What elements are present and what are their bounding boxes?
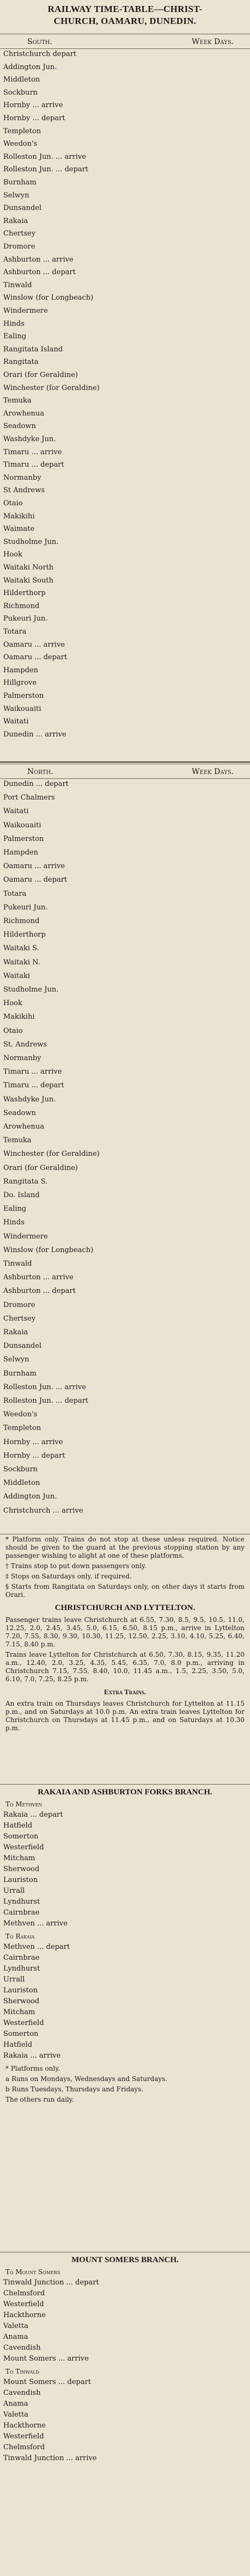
north-station-row: Templeton	[3, 1424, 41, 1433]
north-station-row: Richmond	[3, 917, 40, 925]
north-station-row: Dromore	[3, 1301, 35, 1309]
south-station-row: Studholme Jun.	[3, 537, 59, 546]
rakaia-station-row: Westerfield	[3, 2019, 44, 2027]
to-methven-heading: To Methven	[5, 1800, 42, 1808]
south-station-row: Washdyke Jun.	[3, 435, 56, 443]
south-station-row: Seadown	[3, 422, 36, 431]
north-weekdays-heading: Week Days.	[192, 767, 234, 776]
south-station-row: Rangitata	[3, 358, 39, 367]
north-station-row: Temuka	[3, 1136, 32, 1145]
north-station-row: Middleton	[3, 1479, 40, 1488]
note-rangitata: § Starts from Rangitata on Saturdays only, on other days it starts from Orari.	[5, 1583, 245, 1599]
north-station-row: Hook	[3, 999, 22, 1008]
methven-station-row: Rakaia ... depart	[3, 1811, 63, 1819]
north-station-row: Winslow (for Longbeach)	[3, 1246, 94, 1254]
north-station-row: Rolleston Jun. ... arrive	[3, 1383, 86, 1391]
south-station-row: Oamaru ... arrive	[3, 640, 65, 649]
methven-station-row: Urrall	[3, 1887, 25, 1895]
south-station-row: Sockburn	[3, 88, 38, 97]
rakaia-heading: RAKAIA AND ASHBURTON FORKS BRANCH.	[38, 1788, 212, 1797]
rakaia-station-row: Mitcham	[3, 2008, 35, 2016]
north-station-row: Tinwald	[3, 1260, 32, 1268]
north-station-row: Selwyn	[3, 1355, 29, 1364]
north-station-row: Timaru ... depart	[3, 1081, 64, 1090]
north-station-row: Palmerston	[3, 834, 44, 843]
note-saturdays: ‡ Stops on Saturdays only, if required.	[5, 1572, 132, 1580]
south-station-row: Winchester (for Geraldine)	[3, 383, 100, 392]
south-station-row: Addington Jun.	[3, 63, 57, 71]
south-station-row: Weedon's	[3, 140, 38, 148]
south-station-row: Totara	[3, 628, 27, 636]
south-station-row: Windermere	[3, 307, 48, 315]
north-station-row: Winchester (for Geraldine)	[3, 1150, 100, 1159]
south-station-row: Chertsey	[3, 230, 36, 238]
tinwald-station-row: Cavendish	[3, 2389, 41, 2397]
tinwald-station-row: Tinwald Junction ... arrive	[3, 2454, 97, 2462]
rakaia-station-row: Methven ... depart	[3, 1943, 70, 1951]
north-station-row: Ashburton ... depart	[3, 1287, 76, 1296]
south-station-row: Ashburton ... arrive	[3, 255, 74, 264]
north-station-row: Rolleston Jun. ... depart	[3, 1397, 89, 1405]
north-station-row: Waitaki	[3, 971, 31, 980]
north-station-row: Waikouaiti	[3, 821, 41, 829]
methven-station-row: Sherwood	[3, 1865, 40, 1873]
rakaia-station-row: Urrall	[3, 1976, 25, 1984]
south-station-row: Palmerston	[3, 692, 44, 700]
mount-somers-station-row: Hackthorne	[3, 2311, 46, 2319]
title-line-2: CHURCH, OAMARU, DUNEDIN.	[53, 16, 197, 26]
north-station-row: Arowhenua	[3, 1123, 45, 1131]
mount-somers-station-list	[0, 2277, 250, 2367]
mount-somers-section	[0, 2252, 250, 2573]
south-station-row: Waimate	[3, 525, 35, 534]
rakaia-station-row: Sherwood	[3, 1997, 40, 2005]
south-timetable	[0, 34, 250, 760]
south-station-row: Temuka	[3, 397, 32, 405]
rakaia-note-4: The others run daily.	[5, 2096, 74, 2103]
north-station-row: Chertsey	[3, 1314, 36, 1323]
lyttelton-para-2: Trains leave Lyttelton for Christchurch at 6.50, 7.30, 8.15, 9.35, 11.20 a.m., 12.40, 2.0, 3.25, 4.35, 5.45, 6.35, 7.0, 8.0 p.m., arriving in Christchurch 7.15, 7.55, 8.40, 10.0, 11.45 a.m., 1.5, 2.25, 3.50, 5.0, 6.10, 7.0, 7.25, 8.25 p.m.	[5, 1651, 245, 1683]
south-station-row: Rolleston Jun. ... arrive	[3, 152, 86, 161]
north-station-row: Sockburn	[3, 1465, 38, 1473]
south-station-row: Hilderthorp	[3, 589, 46, 598]
south-station-row: Timaru ... arrive	[3, 448, 62, 456]
south-station-row: Waikouaiti	[3, 704, 41, 713]
north-station-row: Christchurch ... arrive	[3, 1506, 83, 1515]
rakaia-note-3: b Runs Tuesdays, Thursdays and Fridays.	[5, 2085, 144, 2093]
tinwald-station-row: Westerfield	[3, 2432, 44, 2441]
north-station-row: Waitaki S.	[3, 944, 39, 953]
extra-trains-text: An extra train on Thursdays leaves Christchurch for Lyttelton at 11.15 p.m., and on Saturdays at 10.0 p.m. An extra train leaves Lyttelton for Christchurch on Thursdays at 11.45 p.m., and on Saturdays at 10.30 p.m.	[5, 1700, 245, 1732]
north-station-row: Hampden	[3, 849, 39, 857]
to-tinwald-heading: To Tinwald	[5, 2368, 39, 2375]
north-station-row: Pukeuri Jun.	[3, 903, 48, 912]
south-station-row: Hornby ... arrive	[3, 101, 63, 110]
rakaia-station-row: Hatfield	[3, 2041, 33, 2049]
tinwald-station-row: Anama	[3, 2400, 28, 2408]
south-station-row: Pukeuri Jun.	[3, 615, 48, 623]
north-station-row: Hinds	[3, 1218, 25, 1227]
tinwald-station-row: Valetta	[3, 2411, 28, 2419]
methven-station-list	[0, 1810, 250, 1931]
rakaia-note-2: a Runs on Mondays, Wednesdays and Saturdays.	[5, 2075, 168, 2083]
tinwald-station-row: Hackthorne	[3, 2422, 46, 2430]
rakaia-station-list	[0, 1942, 250, 2064]
north-station-row: Port Chalmers	[3, 794, 55, 802]
north-station-list	[0, 779, 250, 1521]
south-station-row: Makikihi	[3, 512, 35, 521]
south-station-row: Waitati	[3, 717, 29, 726]
north-station-row: Orari (for Geraldine)	[3, 1163, 78, 1172]
page-title	[0, 0, 250, 33]
south-station-row: Winslow (for Longbeach)	[3, 294, 94, 302]
south-station-row: Waitaki South	[3, 576, 53, 585]
mount-somers-station-row: Cavendish	[3, 2344, 41, 2352]
mount-somers-station-row: Anama	[3, 2333, 28, 2341]
south-station-row: Templeton	[3, 127, 41, 135]
methven-station-row: Methven ... arrive	[3, 1919, 68, 1928]
south-station-row: Rakaia	[3, 216, 28, 225]
south-station-row: Orari (for Geraldine)	[3, 371, 78, 379]
tinwald-station-list	[0, 2377, 250, 2466]
north-station-row: Hornby ... depart	[3, 1451, 65, 1460]
lyttelton-section	[0, 1534, 250, 1779]
south-station-row: Dunsandel	[3, 204, 42, 213]
rakaia-station-row: Rakaia ... arrive	[3, 2052, 61, 2060]
north-station-row: Dunedin ... depart	[3, 780, 69, 788]
mount-somers-station-row: Westerfield	[3, 2300, 44, 2308]
north-station-row: Addington Jun.	[3, 1493, 57, 1501]
rakaia-note-1: * Platforms only.	[5, 2065, 60, 2072]
north-station-row: Oamaru ... arrive	[3, 862, 65, 871]
south-station-row: Burnham	[3, 178, 36, 187]
mount-somers-station-row: Chelmsford	[3, 2289, 45, 2298]
south-station-row: Oamaru ... depart	[3, 653, 68, 662]
north-station-row: Waitaki N.	[3, 958, 40, 967]
north-station-row: Weedon's	[3, 1410, 38, 1419]
rakaia-station-row: Lauriston	[3, 1986, 38, 1995]
south-station-row: Hinds	[3, 319, 25, 328]
methven-station-row: Lyndhurst	[3, 1898, 40, 1906]
lyttelton-para-1: Passenger trains leave Christchurch at 6.55, 7.30, 8.5, 9.5, 10.5, 11.0, 12.25, 2.0, 2.45, 3.45, 5.0, 6.15, 6.50, 8.15 p.m., arrive in Lyttelton 7.20, 7.55, 8.30, 9.30, 10.30, 11.25, 12.50, 2.25, 3.10, 4.10, 5.25, 6.40, 7.15, 8.40 p.m.	[5, 1616, 245, 1648]
north-station-row: Timaru ... arrive	[3, 1068, 62, 1076]
south-station-row: Hook	[3, 550, 22, 559]
north-station-row: Totara	[3, 889, 27, 898]
note-platform: * Platform only. Trains do not stop at these unless required. Notice should be given to the guard at the previous stopping station by any passenger wishing to alight at one of these platforms.	[5, 1535, 245, 1559]
south-station-row: Timaru ... depart	[3, 461, 64, 469]
rakaia-branch-section	[0, 1784, 250, 2247]
methven-station-row: Westerfield	[3, 1843, 44, 1852]
methven-station-row: Lauriston	[3, 1876, 38, 1884]
title-line-1: RAILWAY TIME-TABLE—CHRIST-	[47, 4, 203, 14]
north-station-row: Studholme Jun.	[3, 986, 59, 994]
south-station-row: Hillgrove	[3, 679, 37, 688]
south-column-header	[0, 34, 250, 49]
south-station-list	[0, 49, 250, 744]
south-station-row: Ashburton ... depart	[3, 268, 76, 277]
north-station-row: Hornby ... arrive	[3, 1438, 63, 1446]
tinwald-station-row: Chelmsford	[3, 2443, 45, 2451]
south-station-row: St Andrews	[3, 486, 45, 495]
south-weekdays-heading: Week Days.	[192, 38, 234, 46]
mount-somers-station-row: Tinwald Junction ... depart	[3, 2278, 99, 2287]
to-rakaia-heading: To Rakaia	[5, 1933, 35, 1940]
south-station-row: Ealing	[3, 332, 27, 341]
north-station-row: Ealing	[3, 1205, 27, 1213]
north-station-row: Dunsandel	[3, 1342, 42, 1351]
south-station-row: Tinwald	[3, 281, 32, 289]
north-station-row: Burnham	[3, 1369, 36, 1378]
north-station-row: Normanby	[3, 1054, 41, 1062]
north-column-header	[0, 764, 250, 779]
north-station-row: Oamaru ... depart	[3, 876, 68, 884]
mount-somers-station-row: Valetta	[3, 2322, 28, 2330]
north-heading: North.	[27, 767, 53, 776]
south-station-row: Middleton	[3, 76, 40, 84]
south-station-row: Arowhenua	[3, 409, 45, 418]
north-station-row: Rakaia	[3, 1328, 28, 1336]
south-station-row: Hampden	[3, 666, 39, 674]
tinwald-station-row: Mount Somers ... depart	[3, 2378, 92, 2386]
south-station-row: Rolleston Jun. ... depart	[3, 165, 89, 174]
north-station-row: Seadown	[3, 1109, 36, 1117]
lyttelton-heading: CHRISTCHURCH AND LYTTELTON.	[54, 1603, 196, 1612]
south-station-row: Waitaki North	[3, 564, 54, 572]
north-station-row: Rangitata S.	[3, 1177, 48, 1186]
south-station-row: Otaio	[3, 499, 23, 507]
methven-station-row: Mitcham	[3, 1854, 35, 1862]
mount-somers-station-row: Mount Somers ... arrive	[3, 2355, 89, 2363]
north-station-row: St. Andrews	[3, 1040, 47, 1049]
mount-somers-heading: MOUNT SOMERS BRANCH.	[71, 2256, 179, 2264]
south-heading: South.	[27, 38, 53, 46]
note-put-down: † Trains stop to put down passengers only.	[5, 1562, 147, 1570]
north-station-row: Hilderthorp	[3, 931, 46, 939]
rakaia-station-row: Cairnbrae	[3, 1954, 40, 1962]
methven-station-row: Cairnbrae	[3, 1909, 40, 1917]
rakaia-station-row: Somerton	[3, 2030, 39, 2038]
north-station-row: Ashburton ... arrive	[3, 1273, 74, 1282]
north-station-row: Windermere	[3, 1232, 48, 1241]
south-station-row: Normanby	[3, 473, 41, 482]
methven-station-row: Hatfield	[3, 1822, 33, 1830]
rakaia-station-row: Lyndhurst	[3, 1965, 40, 1973]
south-station-row: Dromore	[3, 243, 35, 251]
south-station-row: Selwyn	[3, 191, 29, 200]
methven-station-row: Somerton	[3, 1832, 39, 1841]
south-station-row: Richmond	[3, 602, 40, 610]
north-station-row: Waitati	[3, 807, 29, 816]
section-divider	[0, 761, 250, 763]
south-station-row: Christchurch depart	[3, 50, 77, 58]
north-station-row: Makikihi	[3, 1013, 35, 1021]
north-timetable	[0, 764, 250, 1531]
south-station-row: Dunedin ... arrive	[3, 730, 66, 739]
north-station-row: Do. Island	[3, 1191, 40, 1199]
north-station-row: Washdyke Jun.	[3, 1095, 56, 1104]
south-station-row: Hornby ... depart	[3, 114, 65, 122]
to-mount-somers-heading: To Mount Somers	[5, 2268, 60, 2276]
north-station-row: Otaio	[3, 1026, 23, 1035]
extra-trains-heading: Extra Trains.	[103, 1688, 147, 1696]
south-station-row: Rangitata Island	[3, 345, 63, 354]
